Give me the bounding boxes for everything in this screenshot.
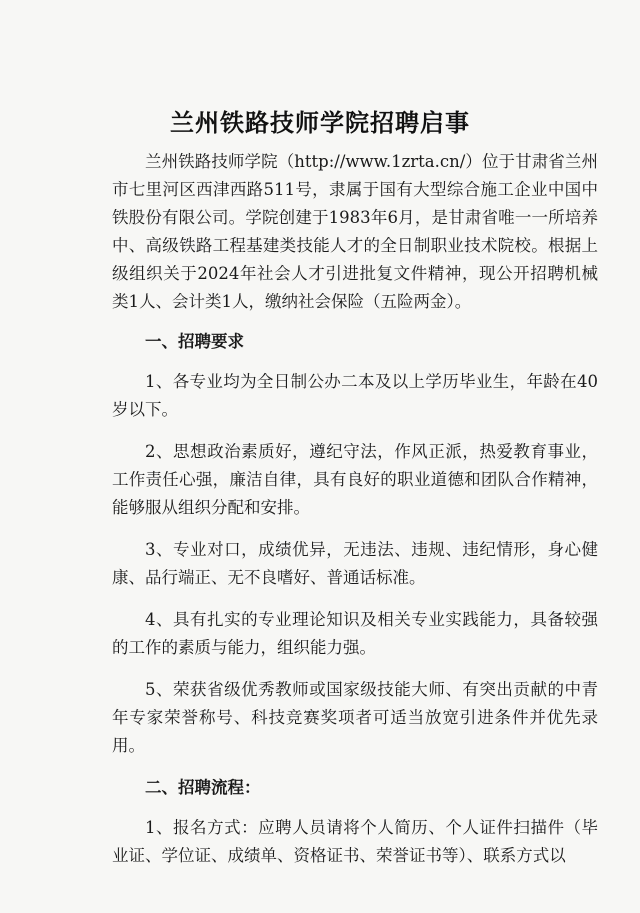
requirement-item-1: 1、各专业均为全日制公办二本及以上学历毕业生，年龄在40岁以下。 bbox=[112, 372, 598, 419]
requirement-item-4: 4、具有扎实的专业理论知识及相关专业实践能力，具备较强的工作的素质与能力，组织能力强。 bbox=[112, 610, 598, 657]
intro-paragraph: 兰州铁路技师学院（http://www.1zrta.cn/）位于甘肃省兰州市七里河区西津西路511号，隶属于国有大型综合施工企业中国中铁股份有限公司。学院创建于1983年6月，是甘肃省唯一一所培养中、高级铁路工程基建类技能人才的全日制职业技术院校。根据上级组织关于2024年社会人才引进批复文件精神，现公开招聘机械类1人、会计类1人，缴纳社会保险（五险两金）。 bbox=[112, 152, 598, 311]
requirement-item-3: 3、专业对口，成绩优异，无违法、违规、违纪情形，身心健康、品行端正、无不良嗜好、普通话标准。 bbox=[112, 540, 598, 587]
document-title: 兰州铁路技师学院招聘启事 bbox=[170, 108, 470, 137]
document-body bbox=[112, 148, 598, 870]
process-item-1: 1、报名方式：应聘人员请将个人简历、个人证件扫描件（毕业证、学位证、成绩单、资格证书、荣誉证书等）、联系方式以 bbox=[112, 818, 598, 865]
section-heading-requirements: 一、招聘要求 bbox=[145, 332, 244, 351]
section-heading-process: 二、招聘流程： bbox=[145, 778, 261, 797]
requirement-item-5: 5、荣获省级优秀教师或国家级技能大师、有突出贡献的中青年专家荣誉称号、科技竞赛奖项者可适当放宽引进条件并优先录用。 bbox=[112, 680, 598, 755]
requirement-item-2: 2、思想政治素质好，遵纪守法，作风正派，热爱教育事业，工作责任心强，廉洁自律，具有良好的职业道德和团队合作精神，能够服从组织分配和安排。 bbox=[112, 442, 598, 517]
